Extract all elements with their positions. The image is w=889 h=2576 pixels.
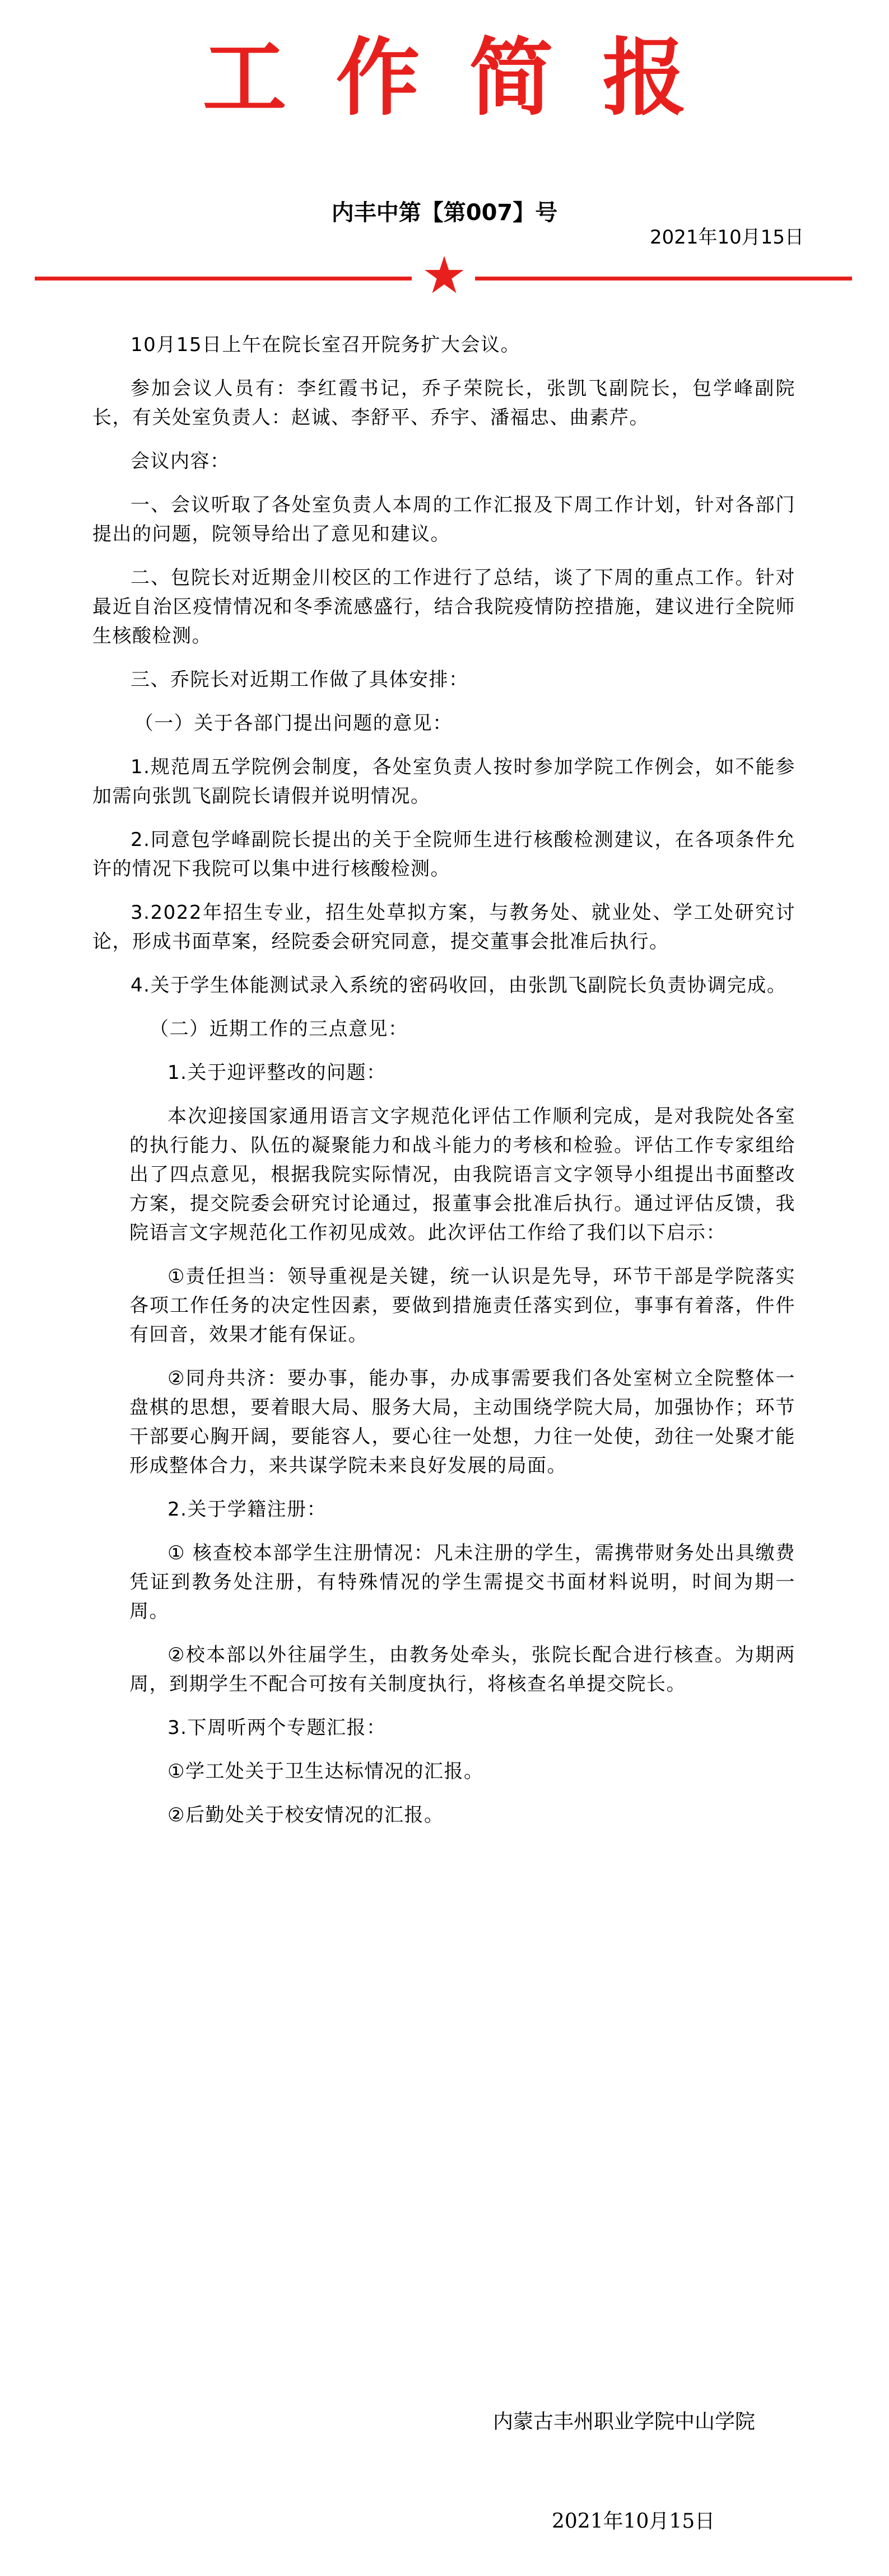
section-heading: （二）近期工作的三点意见： (150, 1018, 408, 1040)
list-item: 1.规范周五学院例会制度，各处室负责人按时参加学院工作例会，如不能参加需向张凯飞副院长请假并说明情况。 (92, 756, 795, 807)
paragraph: 本次迎接国家通用语言文字规范化评估工作顺利完成，是对我院处各室的执行能力、队伍的凝聚能力和战斗能力的考核和检验。评估工作专家组给出了四点意见，根据我院实际情况，由我院语言文字领导小组提出书面整改方案，提交院委会研究讨论通过，报董事会批准后执行。通过评估反馈，我院语言文字规范化工作初见成效。此次评估工作给了我们以下启示： (129, 1105, 795, 1244)
subsection-heading: 2.关于学籍注册： (167, 1498, 327, 1521)
header-date: 2021年10月15日 (650, 226, 804, 249)
document-body (92, 330, 795, 1844)
list-item: 3.2022年招生专业，招生处草拟方案，与教务处、就业处、学工处研究讨论，形成书面草案，经院委会研究同意，提交董事会批准后执行。 (92, 901, 795, 953)
list-item: ②后勤处关于校安情况的汇报。 (167, 1804, 444, 1826)
signature-date: 2021年10月15日 (552, 2510, 715, 2533)
list-item: 2.同意包学峰副院长提出的关于全院师生进行核酸检测建议，在各项条件允许的情况下我院可以集中进行核酸检测。 (92, 829, 795, 880)
section-heading: （一）关于各部门提出问题的意见： (134, 712, 453, 735)
paragraph-attendees: 参加会议人员有：李红霞书记，乔子荣院长，张凯飞副院长，包学峰副院长，有关处室负责人：赵诚、李舒平、乔宇、潘福忠、曲素芹。 (92, 377, 795, 429)
divider-right (475, 277, 852, 280)
paragraph: 三、乔院长对近期工作做了具体安排： (131, 668, 469, 691)
list-item: ① 核查校本部学生注册情况：凡未注册的学生，需携带财务处出具缴费凭证到教务处注册，有特殊情况的学生需提交书面材料说明，时间为期一周。 (129, 1542, 795, 1623)
list-item: ②校本部以外往届学生，由教务处牵头，张院长配合进行核查。为期两周，到期学生不配合可按有关制度执行，将核查名单提交院长。 (129, 1644, 795, 1695)
document-title: 工作简报 (202, 30, 736, 127)
list-item: ①责任担当：领导重视是关键，统一认识是先导，环节干部是学院落实各项工作任务的决定性因素，要做到措施责任落实到位，事事有着落，件件有回音，效果才能有保证。 (129, 1265, 795, 1346)
paragraph-intro: 10月15日上午在院长室召开院务扩大会议。 (131, 334, 521, 356)
star-icon (423, 254, 465, 296)
divider-left (35, 277, 412, 280)
list-item: ①学工处关于卫生达标情况的汇报。 (167, 1760, 484, 1783)
subsection-heading: 3.下周听两个专题汇报： (167, 1717, 387, 1739)
paragraph-heading: 会议内容： (131, 450, 230, 473)
paragraph: 二、包院长对近期金川校区的工作进行了总结，谈了下周的重点工作。针对最近自治区疫情情况和冬季流感盛行，结合我院疫情防控措施，建议进行全院师生核酸检测。 (92, 567, 795, 647)
subsection-heading: 1.关于迎评整改的问题： (167, 1062, 387, 1084)
issue-number: 内丰中第【第007】号 (331, 200, 558, 226)
list-item: 4.关于学生体能测试录入系统的密码收回，由张凯飞副院长负责协调完成。 (131, 974, 787, 997)
paragraph: 一、会议听取了各处室负责人本周的工作汇报及下周工作计划，针对各部门提出的问题，院领导给出了意见和建议。 (92, 494, 795, 545)
signature-org: 内蒙古丰州职业学院中山学院 (493, 2410, 756, 2433)
list-item: ②同舟共济：要办事，能办事，办成事需要我们各处室树立全院整体一盘棋的思想，要着眼大局、服务大局，主动围绕学院大局，加强协作；环节干部要心胸开阔，要能容人，要心往一处想，力往一处使，劲往一处聚才能形成整体合力，来共谋学院未来良好发展的局面。 (129, 1367, 795, 1477)
